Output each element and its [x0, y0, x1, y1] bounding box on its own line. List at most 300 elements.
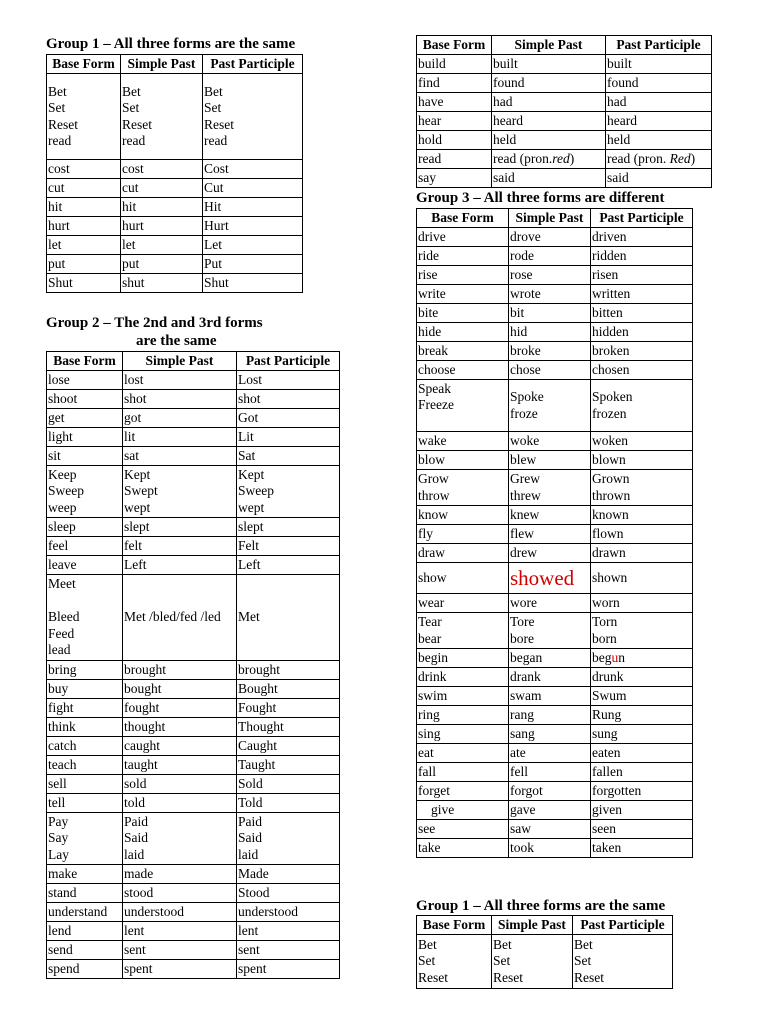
simple-past-cell: broke — [509, 342, 591, 361]
past-participle-cell: Lost — [237, 371, 340, 390]
base-form-cell: hide — [417, 323, 509, 342]
column-header: Past Participle — [237, 352, 340, 371]
table-row — [47, 661, 340, 680]
table-row — [417, 323, 693, 342]
base-form-cell: Keep Sweep weep — [47, 466, 123, 518]
table-row — [417, 470, 693, 506]
past-participle-cell: Bet Set Reset read — [203, 74, 303, 160]
simple-past-cell: shut — [121, 274, 203, 293]
simple-past-cell: rang — [509, 706, 591, 725]
table-row — [417, 820, 693, 839]
table-row — [417, 594, 693, 613]
simple-past-cell: lost — [123, 371, 237, 390]
table-row — [417, 782, 693, 801]
base-form-cell: drive — [417, 228, 509, 247]
base-form-cell: say — [417, 169, 492, 188]
base-form-cell: sleep — [47, 518, 123, 537]
simple-past-cell: brought — [123, 661, 237, 680]
table-row — [47, 556, 340, 575]
base-form-cell: spend — [47, 960, 123, 979]
base-form-cell: give — [417, 801, 509, 820]
past-participle-cell: built — [606, 55, 712, 74]
table-row — [47, 74, 303, 160]
simple-past-cell: put — [121, 255, 203, 274]
past-participle-cell: risen — [591, 266, 693, 285]
table-row — [417, 131, 712, 150]
past-participle-cell: found — [606, 74, 712, 93]
base-form-cell: feel — [47, 537, 123, 556]
past-participle-cell: Grown thrown — [591, 470, 693, 506]
past-participle-cell: Hit — [203, 198, 303, 217]
simple-past-cell: sang — [509, 725, 591, 744]
base-form-cell: wake — [417, 432, 509, 451]
base-form-cell: Shut — [47, 274, 121, 293]
simple-past-cell: shot — [123, 390, 237, 409]
simple-past-cell: rose — [509, 266, 591, 285]
base-form-cell: cut — [47, 179, 121, 198]
column-header: Base Form — [417, 916, 492, 935]
base-form-cell: swim — [417, 687, 509, 706]
table-row — [47, 255, 303, 274]
simple-past-cell: showed — [509, 563, 591, 594]
past-participle-cell: Left — [237, 556, 340, 575]
simple-past-cell: swam — [509, 687, 591, 706]
simple-past-cell: Bet Set Reset read — [121, 74, 203, 160]
simple-past-cell: made — [123, 865, 237, 884]
group1-repeat-table — [416, 915, 673, 989]
simple-past-cell: rode — [509, 247, 591, 266]
base-form-cell: draw — [417, 544, 509, 563]
table-row — [417, 304, 693, 323]
column-header: Base Form — [417, 36, 492, 55]
simple-past-cell: said — [492, 169, 606, 188]
group1-repeat-heading: Group 1 – All three forms are the same — [416, 898, 666, 914]
simple-past-cell: found — [492, 74, 606, 93]
base-form-cell: fall — [417, 763, 509, 782]
past-participle-cell: Thought — [237, 718, 340, 737]
past-participle-cell: blown — [591, 451, 693, 470]
base-form-cell: let — [47, 236, 121, 255]
past-participle-cell: taken — [591, 839, 693, 858]
base-form-cell: choose — [417, 361, 509, 380]
simple-past-cell: chose — [509, 361, 591, 380]
column-header: Simple Past — [492, 36, 606, 55]
base-form-cell: begin — [417, 649, 509, 668]
base-form-cell: fight — [47, 699, 123, 718]
past-participle-cell: said — [606, 169, 712, 188]
table-row — [47, 409, 340, 428]
past-participle-cell: Sold — [237, 775, 340, 794]
simple-past-cell: heard — [492, 112, 606, 131]
table-row — [47, 699, 340, 718]
column-header: Base Form — [417, 209, 509, 228]
past-participle-cell: Made — [237, 865, 340, 884]
table-row — [417, 451, 693, 470]
simple-past-cell: sold — [123, 775, 237, 794]
simple-past-cell: taught — [123, 756, 237, 775]
past-participle-cell: Paid Said laid — [237, 813, 340, 865]
base-form-cell: send — [47, 941, 123, 960]
simple-past-cell: held — [492, 131, 606, 150]
past-participle-cell: slept — [237, 518, 340, 537]
table-row — [417, 649, 693, 668]
simple-past-cell: Paid Said laid — [123, 813, 237, 865]
base-form-cell: sell — [47, 775, 123, 794]
table-row — [417, 266, 693, 285]
table-row — [417, 169, 712, 188]
table-row — [417, 112, 712, 131]
base-form-cell: write — [417, 285, 509, 304]
base-form-cell: know — [417, 506, 509, 525]
base-form-cell: drink — [417, 668, 509, 687]
past-participle-cell: Hurt — [203, 217, 303, 236]
simple-past-cell: cut — [121, 179, 203, 198]
base-form-cell: understand — [47, 903, 123, 922]
past-participle-cell: broken — [591, 342, 693, 361]
table-row — [417, 725, 693, 744]
table-row — [47, 737, 340, 756]
simple-past-cell: thought — [123, 718, 237, 737]
simple-past-cell: understood — [123, 903, 237, 922]
column-header: Simple Past — [509, 209, 591, 228]
past-participle-cell: bitten — [591, 304, 693, 323]
table-row — [47, 236, 303, 255]
table-row — [417, 839, 693, 858]
table-row — [47, 813, 340, 865]
simple-past-cell: slept — [123, 518, 237, 537]
column-header: Base Form — [47, 55, 121, 74]
simple-past-cell: woke — [509, 432, 591, 451]
base-form-cell: shoot — [47, 390, 123, 409]
table-row — [417, 228, 693, 247]
past-participle-cell: Caught — [237, 737, 340, 756]
simple-past-cell: lit — [123, 428, 237, 447]
group2-heading-line2: are the same — [136, 333, 217, 349]
table-row — [417, 935, 673, 989]
past-participle-cell: Sat — [237, 447, 340, 466]
past-participle-cell: forgotten — [591, 782, 693, 801]
table-row — [417, 668, 693, 687]
base-form-cell: buy — [47, 680, 123, 699]
simple-past-cell: hit — [121, 198, 203, 217]
base-form-cell: fly — [417, 525, 509, 544]
past-participle-cell: drawn — [591, 544, 693, 563]
past-participle-cell: Cost — [203, 160, 303, 179]
simple-past-cell: Grew threw — [509, 470, 591, 506]
simple-past-cell: knew — [509, 506, 591, 525]
simple-past-cell: sent — [123, 941, 237, 960]
past-participle-cell: flown — [591, 525, 693, 544]
table-row — [47, 960, 340, 979]
simple-past-cell: bit — [509, 304, 591, 323]
table-row — [47, 718, 340, 737]
simple-past-cell: felt — [123, 537, 237, 556]
base-form-cell: sit — [47, 447, 123, 466]
table-row — [47, 903, 340, 922]
base-form-cell: hurt — [47, 217, 121, 236]
base-form-cell: ride — [417, 247, 509, 266]
simple-past-cell: fought — [123, 699, 237, 718]
simple-past-cell: blew — [509, 451, 591, 470]
table-row — [47, 680, 340, 699]
past-participle-cell: Let — [203, 236, 303, 255]
simple-past-cell: got — [123, 409, 237, 428]
table-row — [47, 775, 340, 794]
simple-past-cell: spent — [123, 960, 237, 979]
simple-past-cell: hurt — [121, 217, 203, 236]
base-form-cell: lend — [47, 922, 123, 941]
past-participle-cell: Cut — [203, 179, 303, 198]
base-form-cell: wear — [417, 594, 509, 613]
past-participle-cell: seen — [591, 820, 693, 839]
table-row — [47, 371, 340, 390]
simple-past-cell: drank — [509, 668, 591, 687]
table-row — [417, 687, 693, 706]
base-form-cell: Bet Set Reset — [417, 935, 492, 989]
table-row — [47, 922, 340, 941]
simple-past-cell: drove — [509, 228, 591, 247]
simple-past-cell: forgot — [509, 782, 591, 801]
column-header: Past Participle — [591, 209, 693, 228]
table-row — [417, 563, 693, 594]
simple-past-cell: wrote — [509, 285, 591, 304]
simple-past-cell: saw — [509, 820, 591, 839]
past-participle-cell: begun — [591, 649, 693, 668]
past-participle-cell: Bet Set Reset — [573, 935, 673, 989]
base-form-cell: cost — [47, 160, 121, 179]
base-form-cell: rise — [417, 266, 509, 285]
past-participle-cell: had — [606, 93, 712, 112]
simple-past-cell: Spoke froze — [509, 380, 591, 432]
base-form-cell: stand — [47, 884, 123, 903]
simple-past-cell: Left — [123, 556, 237, 575]
table-row — [417, 544, 693, 563]
table-row — [47, 537, 340, 556]
group2-heading-line1: Group 2 – The 2nd and 3rd forms — [46, 315, 263, 331]
table-row — [417, 285, 693, 304]
simple-past-cell: told — [123, 794, 237, 813]
table-row — [47, 179, 303, 198]
base-form-cell: bite — [417, 304, 509, 323]
table-row — [417, 432, 693, 451]
past-participle-cell: ridden — [591, 247, 693, 266]
table-row — [47, 884, 340, 903]
past-participle-cell: held — [606, 131, 712, 150]
past-participle-cell: spent — [237, 960, 340, 979]
base-form-cell: sing — [417, 725, 509, 744]
past-participle-cell: Told — [237, 794, 340, 813]
past-participle-cell: sent — [237, 941, 340, 960]
past-participle-cell: Put — [203, 255, 303, 274]
table-row — [47, 160, 303, 179]
base-form-cell: find — [417, 74, 492, 93]
table-row — [417, 247, 693, 266]
table-row — [417, 744, 693, 763]
column-header: Simple Past — [121, 55, 203, 74]
base-form-cell: eat — [417, 744, 509, 763]
past-participle-cell: Kept Sweep wept — [237, 466, 340, 518]
simple-past-cell: read (pron.red) — [492, 150, 606, 169]
simple-past-cell: Kept Swept wept — [123, 466, 237, 518]
base-form-cell: Speak Freeze — [417, 380, 509, 432]
base-form-cell: Tear bear — [417, 613, 509, 649]
table-row — [47, 447, 340, 466]
table-row — [47, 274, 303, 293]
past-participle-cell: Torn born — [591, 613, 693, 649]
group2-table — [46, 351, 340, 979]
base-form-cell: make — [47, 865, 123, 884]
table-row — [417, 342, 693, 361]
past-participle-cell: eaten — [591, 744, 693, 763]
base-form-cell: teach — [47, 756, 123, 775]
table-row — [47, 198, 303, 217]
simple-past-cell: Tore bore — [509, 613, 591, 649]
base-form-cell: break — [417, 342, 509, 361]
simple-past-cell: wore — [509, 594, 591, 613]
simple-past-cell: Bet Set Reset — [492, 935, 573, 989]
simple-past-cell: let — [121, 236, 203, 255]
simple-past-cell: Met /bled/fed /led — [123, 575, 237, 661]
table-row — [417, 74, 712, 93]
group3-table — [416, 208, 693, 858]
column-header: Simple Past — [492, 916, 573, 935]
table-row — [417, 801, 693, 820]
past-participle-cell: Met — [237, 575, 340, 661]
past-participle-cell: sung — [591, 725, 693, 744]
simple-past-cell: lent — [123, 922, 237, 941]
past-participle-cell: drunk — [591, 668, 693, 687]
column-header: Past Participle — [573, 916, 673, 935]
past-participle-cell: woken — [591, 432, 693, 451]
simple-past-cell: sat — [123, 447, 237, 466]
simple-past-cell: flew — [509, 525, 591, 544]
past-participle-cell: Felt — [237, 537, 340, 556]
simple-past-cell: drew — [509, 544, 591, 563]
table-row — [417, 150, 712, 169]
past-participle-cell: shot — [237, 390, 340, 409]
past-participle-cell: driven — [591, 228, 693, 247]
simple-past-cell: bought — [123, 680, 237, 699]
simple-past-cell: stood — [123, 884, 237, 903]
simple-past-cell: cost — [121, 160, 203, 179]
column-header: Simple Past — [123, 352, 237, 371]
base-form-cell: catch — [47, 737, 123, 756]
simple-past-cell: ate — [509, 744, 591, 763]
base-form-cell: get — [47, 409, 123, 428]
simple-past-cell: took — [509, 839, 591, 858]
past-participle-cell: hidden — [591, 323, 693, 342]
table-row — [417, 613, 693, 649]
table-row — [47, 794, 340, 813]
past-participle-cell: brought — [237, 661, 340, 680]
past-participle-cell: Swum — [591, 687, 693, 706]
base-form-cell: bring — [47, 661, 123, 680]
past-participle-cell: chosen — [591, 361, 693, 380]
base-form-cell: show — [417, 563, 509, 594]
table-row — [47, 428, 340, 447]
base-form-cell: see — [417, 820, 509, 839]
simple-past-cell: gave — [509, 801, 591, 820]
base-form-cell: forget — [417, 782, 509, 801]
table-row — [417, 93, 712, 112]
group3-heading: Group 3 – All three forms are different — [416, 190, 665, 206]
past-participle-cell: Bought — [237, 680, 340, 699]
past-participle-cell: given — [591, 801, 693, 820]
table-row — [47, 865, 340, 884]
simple-past-cell: built — [492, 55, 606, 74]
base-form-cell: hear — [417, 112, 492, 131]
table-row — [417, 361, 693, 380]
base-form-cell: Bet Set Reset read — [47, 74, 121, 160]
past-participle-cell: Stood — [237, 884, 340, 903]
table-row — [47, 756, 340, 775]
simple-past-cell: caught — [123, 737, 237, 756]
column-header: Past Participle — [606, 36, 712, 55]
simple-past-cell: had — [492, 93, 606, 112]
past-participle-cell: lent — [237, 922, 340, 941]
base-form-cell: build — [417, 55, 492, 74]
past-participle-cell: Rung — [591, 706, 693, 725]
past-participle-cell: Lit — [237, 428, 340, 447]
base-form-cell: light — [47, 428, 123, 447]
simple-past-cell: began — [509, 649, 591, 668]
base-form-cell: tell — [47, 794, 123, 813]
table-row — [417, 55, 712, 74]
group2-continued-table — [416, 35, 712, 188]
base-form-cell: lose — [47, 371, 123, 390]
table-row — [47, 575, 340, 661]
table-row — [417, 525, 693, 544]
past-participle-cell: heard — [606, 112, 712, 131]
base-form-cell: read — [417, 150, 492, 169]
table-row — [417, 506, 693, 525]
base-form-cell: take — [417, 839, 509, 858]
past-participle-cell: Fought — [237, 699, 340, 718]
table-row — [417, 380, 693, 432]
base-form-cell: put — [47, 255, 121, 274]
base-form-cell: Pay Say Lay — [47, 813, 123, 865]
table-row — [47, 466, 340, 518]
column-header: Past Participle — [203, 55, 303, 74]
past-participle-cell: Got — [237, 409, 340, 428]
base-form-cell: hold — [417, 131, 492, 150]
base-form-cell: blow — [417, 451, 509, 470]
base-form-cell: think — [47, 718, 123, 737]
base-form-cell: have — [417, 93, 492, 112]
table-row — [47, 217, 303, 236]
table-row — [47, 390, 340, 409]
base-form-cell: ring — [417, 706, 509, 725]
table-row — [47, 941, 340, 960]
past-participle-cell: fallen — [591, 763, 693, 782]
base-form-cell: hit — [47, 198, 121, 217]
group1-table — [46, 54, 303, 293]
past-participle-cell: shown — [591, 563, 693, 594]
past-participle-cell: Spoken frozen — [591, 380, 693, 432]
table-row — [417, 763, 693, 782]
past-participle-cell: read (pron. Red) — [606, 150, 712, 169]
past-participle-cell: understood — [237, 903, 340, 922]
past-participle-cell: known — [591, 506, 693, 525]
past-participle-cell: worn — [591, 594, 693, 613]
past-participle-cell: written — [591, 285, 693, 304]
simple-past-cell: fell — [509, 763, 591, 782]
past-participle-cell: Shut — [203, 274, 303, 293]
table-row — [47, 518, 340, 537]
past-participle-cell: Taught — [237, 756, 340, 775]
group1-heading: Group 1 – All three forms are the same — [46, 36, 296, 52]
column-header: Base Form — [47, 352, 123, 371]
